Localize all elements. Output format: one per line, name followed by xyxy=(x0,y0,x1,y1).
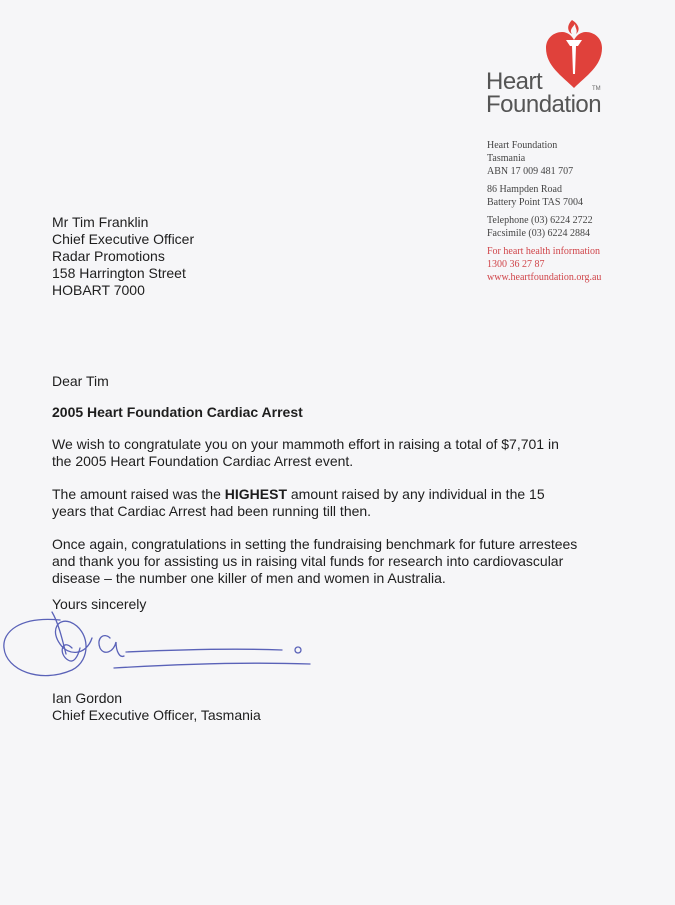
paragraph-2-line-1 xyxy=(52,486,545,503)
recipient-street: 158 Harrington Street xyxy=(52,265,186,281)
paragraph-1 xyxy=(52,436,559,470)
salutation: Dear Tim xyxy=(52,373,109,389)
org-telephone: Telephone (03) 6224 2722 xyxy=(487,215,593,226)
paragraph-2-line-2: years that Cardiac Arrest had been running till then. xyxy=(52,503,372,519)
trademark-mark: TM xyxy=(592,86,601,92)
org-abn: ABN 17 009 481 707 xyxy=(487,166,574,177)
recipient-company: Radar Promotions xyxy=(52,248,165,264)
recipient-name: Mr Tim Franklin xyxy=(52,214,149,230)
org-facsimile: Facsimile (03) 6224 2884 xyxy=(487,228,591,239)
org-contact-block xyxy=(487,139,601,289)
org-name: Heart Foundation xyxy=(487,140,558,151)
paragraph-3-line-1: Once again, congratulations in setting the fundraising benchmark for future arrestees xyxy=(52,536,578,552)
signer-block xyxy=(52,690,261,724)
paragraph-1-line-2: the 2005 Heart Foundation Cardiac Arrest event. xyxy=(52,453,354,469)
paragraph-2 xyxy=(52,486,545,520)
recipient-city: HOBART 7000 xyxy=(52,282,145,298)
org-info-label: For heart health information xyxy=(487,246,601,257)
heart-torch-icon xyxy=(542,18,606,90)
handwritten-signature xyxy=(0,608,340,688)
org-website: www.heartfoundation.org.au xyxy=(487,272,602,283)
paragraph-3-line-2: and thank you for assisting us in raising vital funds for research into cardiovascular xyxy=(52,553,564,569)
signer-title: Chief Executive Officer, Tasmania xyxy=(52,707,261,723)
paragraph-3-line-3: disease – the number one killer of men and women in Australia. xyxy=(52,570,446,586)
logo-word-foundation: Foundation xyxy=(486,91,602,118)
org-info-phone: 1300 36 27 87 xyxy=(487,259,545,270)
closing: Yours sincerely xyxy=(52,596,147,612)
org-state: Tasmania xyxy=(487,153,526,164)
paragraph-3 xyxy=(52,536,577,587)
logo-word-heart: Heart xyxy=(486,68,543,95)
recipient-address xyxy=(52,214,194,299)
subject-line: 2005 Heart Foundation Cardiac Arrest xyxy=(52,404,303,420)
signer-name: Ian Gordon xyxy=(52,690,123,706)
org-address-line2: Battery Point TAS 7004 xyxy=(487,197,583,208)
recipient-title: Chief Executive Officer xyxy=(52,231,195,247)
org-address-line1: 86 Hampden Road xyxy=(487,184,562,195)
paragraph-1-line-1: We wish to congratulate you on your mammoth effort in raising a total of $7,701 in xyxy=(52,436,559,452)
heart-foundation-logo xyxy=(486,18,626,118)
paragraph-2-text-a: The amount raised was the xyxy=(52,486,225,502)
paragraph-2-text-b: amount raised by any individual in the 15 xyxy=(287,486,545,502)
highest-emphasis: HIGHEST xyxy=(224,486,287,502)
